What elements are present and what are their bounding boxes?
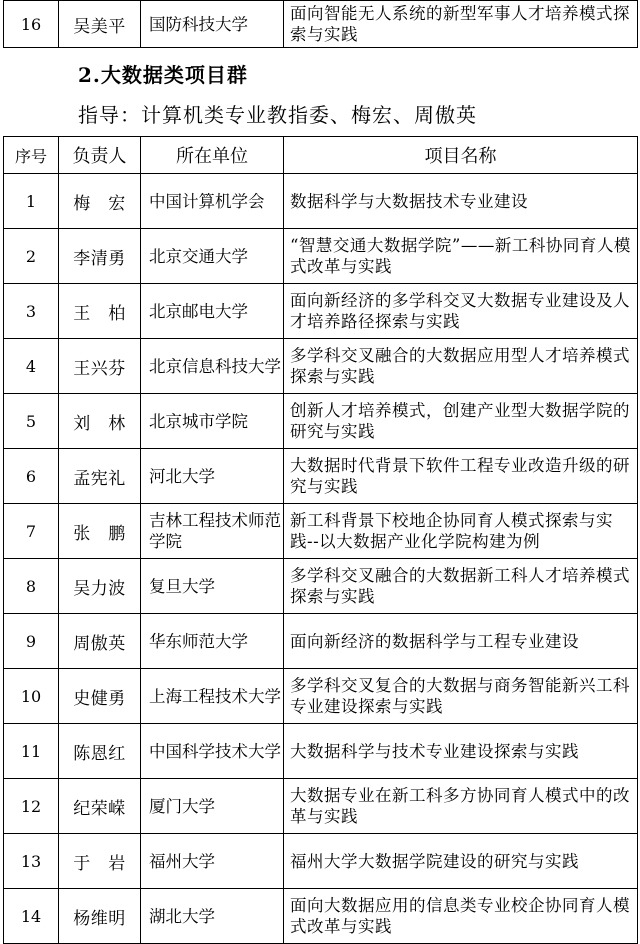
row-number: 13: [4, 834, 59, 889]
row-project: 创新人才培养模式，创建产业型大数据学院的研究与实践: [284, 394, 638, 449]
row-number: 14: [4, 889, 59, 944]
row-person: 刘 林: [59, 394, 141, 449]
row-unit: 吉林工程技术师范学院: [141, 504, 284, 559]
header-project: 项目名称: [284, 137, 638, 174]
row-person: 纪荣嵘: [59, 779, 141, 834]
row-person: 张 鹏: [59, 504, 141, 559]
table-row: [4, 669, 638, 724]
row-number: 16: [4, 1, 59, 48]
row-project: 面向新经济的多学科交叉大数据专业建设及人才培养路径探索与实践: [284, 284, 638, 339]
row-unit: 中国科学技术大学: [141, 724, 284, 779]
row-project: 大数据专业在新工科多方协同育人模式中的改革与实践: [284, 779, 638, 834]
row-person: 李清勇: [59, 229, 141, 284]
row-person: 吴力波: [59, 559, 141, 614]
row-project: 多学科交叉融合的大数据应用型人才培养模式探索与实践: [284, 339, 638, 394]
section-title: 2.大数据类项目群: [78, 63, 248, 87]
row-number: 5: [4, 394, 59, 449]
row-number: 6: [4, 449, 59, 504]
table-row: [4, 724, 638, 779]
row-number: 1: [4, 174, 59, 229]
previous-section-table: [3, 0, 638, 48]
row-unit: 国防科技大学: [141, 1, 284, 48]
row-project: 多学科交叉融合的大数据新工科人才培养模式探索与实践: [284, 559, 638, 614]
row-project: 面向智能无人系统的新型军事人才培养模式探索与实践: [284, 1, 638, 48]
table-row: [4, 834, 638, 889]
row-person: 王 柏: [59, 284, 141, 339]
table-row: [4, 229, 638, 284]
row-person: 于 岩: [59, 834, 141, 889]
row-unit: 河北大学: [141, 449, 284, 504]
row-unit: 北京城市学院: [141, 394, 284, 449]
header-unit: 所在单位: [141, 137, 284, 174]
row-number: 8: [4, 559, 59, 614]
row-number: 12: [4, 779, 59, 834]
row-unit: 厦门大学: [141, 779, 284, 834]
row-project: 面向大数据应用的信息类专业校企协同育人模式改革与实践: [284, 889, 638, 944]
row-unit: 北京信息科技大学: [141, 339, 284, 394]
header-person: 负责人: [59, 137, 141, 174]
row-project: 多学科交叉复合的大数据与商务智能新兴工科专业建设探索与实践: [284, 669, 638, 724]
row-unit: 华东师范大学: [141, 614, 284, 669]
row-person: 周傲英: [59, 614, 141, 669]
table-row: [4, 889, 638, 944]
row-person: 梅 宏: [59, 174, 141, 229]
row-person: 陈恩红: [59, 724, 141, 779]
row-unit: 中国计算机学会: [141, 174, 284, 229]
row-person: 王兴芬: [59, 339, 141, 394]
row-person: 杨维明: [59, 889, 141, 944]
row-person: 吴美平: [59, 1, 141, 48]
table-row: [4, 1, 638, 48]
row-unit: 上海工程技术大学: [141, 669, 284, 724]
row-number: 3: [4, 284, 59, 339]
table-row: [4, 779, 638, 834]
row-project: 数据科学与大数据技术专业建设: [284, 174, 638, 229]
section-guidance: 指导：计算机类专业教指委、梅宏、周傲英: [78, 103, 477, 127]
row-project: 面向新经济的数据科学与工程专业建设: [284, 614, 638, 669]
table-row: [4, 504, 638, 559]
table-row: [4, 394, 638, 449]
row-project: “智慧交通大数据学院”——新工科协同育人模式改革与实践: [284, 229, 638, 284]
row-number: 9: [4, 614, 59, 669]
row-project: 福州大学大数据学院建设的研究与实践: [284, 834, 638, 889]
row-person: 孟宪礼: [59, 449, 141, 504]
table-row: [4, 339, 638, 394]
row-project: 新工科背景下校地企协同育人模式探索与实践--以大数据产业化学院构建为例: [284, 504, 638, 559]
row-number: 2: [4, 229, 59, 284]
row-project: 大数据时代背景下软件工程专业改造升级的研究与实践: [284, 449, 638, 504]
row-project: 大数据科学与技术专业建设探索与实践: [284, 724, 638, 779]
table-row: [4, 174, 638, 229]
row-unit: 复旦大学: [141, 559, 284, 614]
row-unit: 福州大学: [141, 834, 284, 889]
table-row: [4, 284, 638, 339]
row-unit: 湖北大学: [141, 889, 284, 944]
big-data-project-table: [3, 136, 638, 944]
table-row: [4, 449, 638, 504]
row-number: 10: [4, 669, 59, 724]
table-header-row: [4, 137, 638, 174]
row-number: 7: [4, 504, 59, 559]
row-unit: 北京交通大学: [141, 229, 284, 284]
header-no: 序号: [4, 137, 59, 174]
row-number: 4: [4, 339, 59, 394]
row-unit: 北京邮电大学: [141, 284, 284, 339]
row-number: 11: [4, 724, 59, 779]
table-row: [4, 614, 638, 669]
row-person: 史健勇: [59, 669, 141, 724]
table-row: [4, 559, 638, 614]
